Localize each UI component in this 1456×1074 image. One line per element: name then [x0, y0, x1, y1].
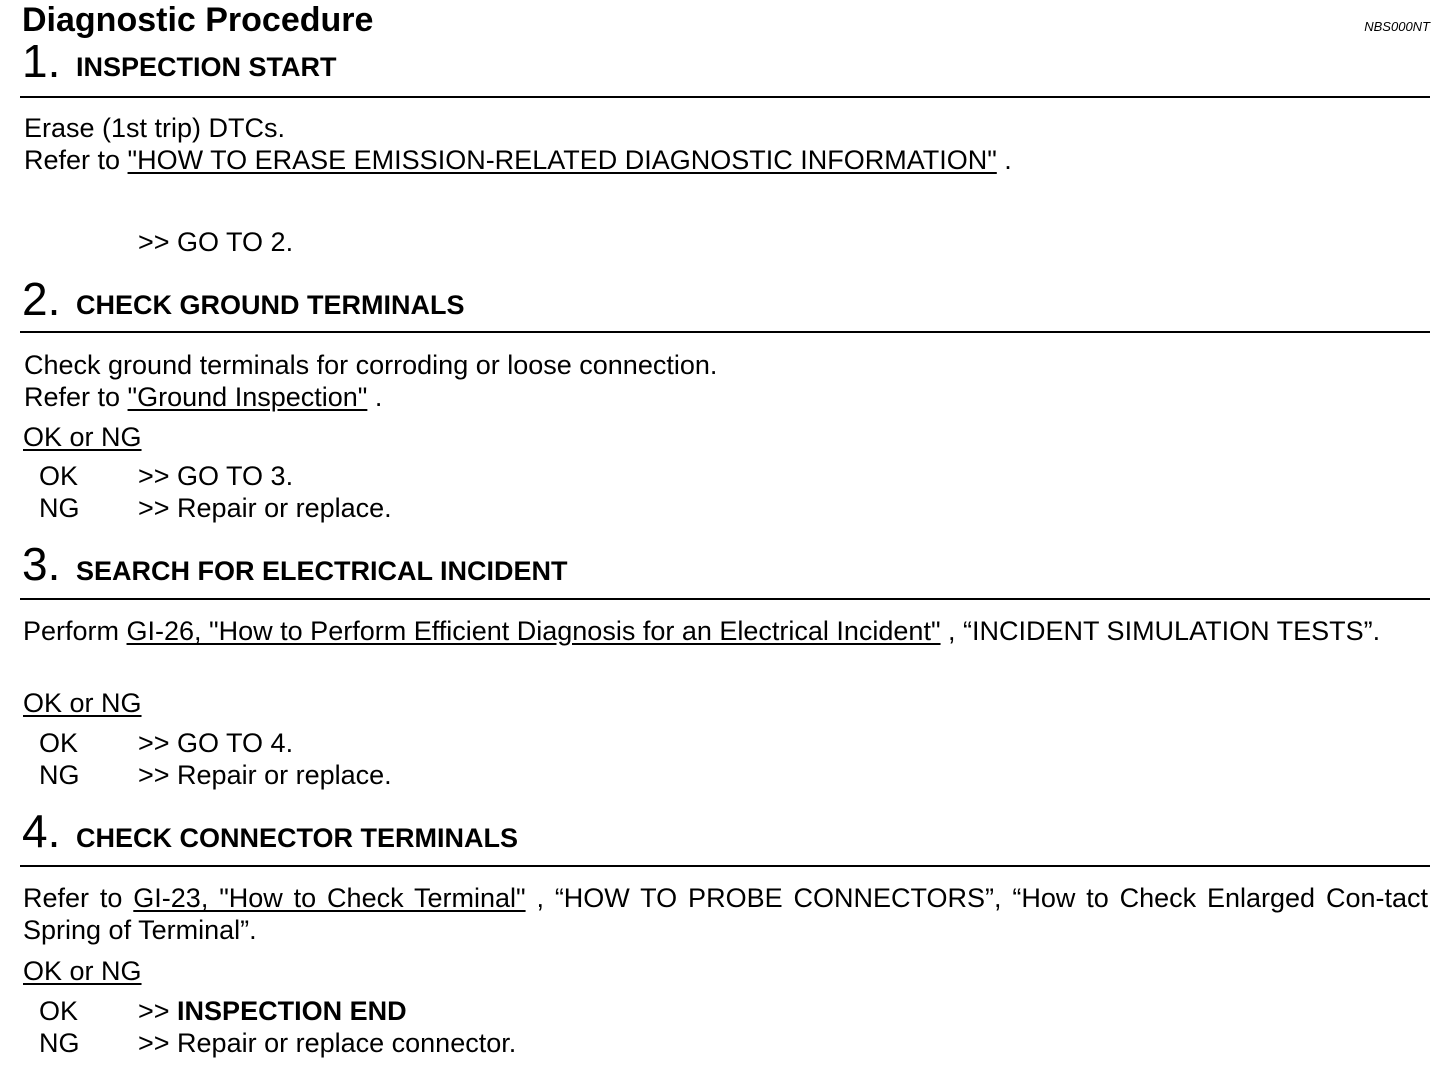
result-text: >> GO TO 2.	[138, 227, 294, 257]
instruction-prefix: Refer to	[23, 883, 134, 913]
ng-result: >> Repair or replace.	[138, 760, 392, 790]
instruction-text: Check ground terminals for corroding or loose connection.	[24, 350, 718, 380]
instruction-suffix: , “HOW TO PROBE CONNECTORS”, “How to Check Enlarged Con-tact Spring of Terminal”.	[23, 883, 1428, 945]
ok-or-ng-heading: OK or NG	[23, 956, 142, 986]
instruction-text: Erase (1st trip) DTCs.	[24, 113, 286, 143]
divider	[20, 96, 1430, 98]
erase-dtc-link[interactable]: "HOW TO ERASE EMISSION-RELATED DIAGNOSTIC INFORMATION"	[127, 145, 997, 175]
refer-line	[24, 144, 1012, 176]
document-id: NBS000NT	[1364, 19, 1430, 34]
ground-inspection-link[interactable]: "Ground Inspection"	[127, 382, 368, 412]
ok-result: >> GO TO 3.	[138, 461, 294, 491]
ok-label: OK	[39, 728, 79, 758]
ok-result: >> GO TO 4.	[138, 728, 294, 758]
step-number: 3.	[22, 538, 61, 590]
check-terminal-link[interactable]: GI-23, "How to Check Terminal"	[133, 883, 526, 913]
refer-suffix: .	[996, 145, 1012, 175]
ok-label: OK	[39, 461, 79, 491]
instruction-paragraph	[23, 615, 1428, 647]
ng-result: >> Repair or replace connector.	[138, 1028, 517, 1058]
ok-or-ng-heading: OK or NG	[23, 422, 142, 452]
inspection-end: INSPECTION END	[177, 996, 407, 1026]
step-number: 2.	[22, 273, 61, 325]
ok-result	[138, 995, 407, 1027]
step-title: INSPECTION START	[76, 52, 337, 82]
step-title: CHECK CONNECTOR TERMINALS	[76, 823, 519, 853]
ng-result: >> Repair or replace.	[138, 493, 392, 523]
refer-prefix: Refer to	[24, 382, 128, 412]
ng-label: NG	[39, 760, 80, 790]
ok-arrow: >>	[138, 996, 178, 1026]
ok-label: OK	[39, 996, 79, 1026]
refer-prefix: Refer to	[24, 145, 128, 175]
step-number: 1.	[22, 35, 61, 87]
page-title: Diagnostic Procedure	[22, 1, 374, 39]
step-number: 4.	[22, 805, 61, 857]
instruction-suffix: , “INCIDENT SIMULATION TESTS”.	[940, 616, 1381, 646]
ng-label: NG	[39, 493, 80, 523]
divider	[20, 331, 1430, 333]
instruction-prefix: Perform	[23, 616, 127, 646]
instruction-paragraph	[23, 882, 1428, 946]
ng-label: NG	[39, 1028, 80, 1058]
incident-diagnosis-link[interactable]: GI-26, "How to Perform Efficient Diagnosis for an Electrical Incident"	[126, 616, 941, 646]
step-title: CHECK GROUND TERMINALS	[76, 290, 465, 320]
ok-or-ng-heading: OK or NG	[23, 688, 142, 718]
refer-line	[24, 381, 382, 413]
refer-suffix: .	[367, 382, 383, 412]
divider	[20, 598, 1430, 600]
divider	[20, 865, 1430, 867]
step-title: SEARCH FOR ELECTRICAL INCIDENT	[76, 556, 568, 586]
